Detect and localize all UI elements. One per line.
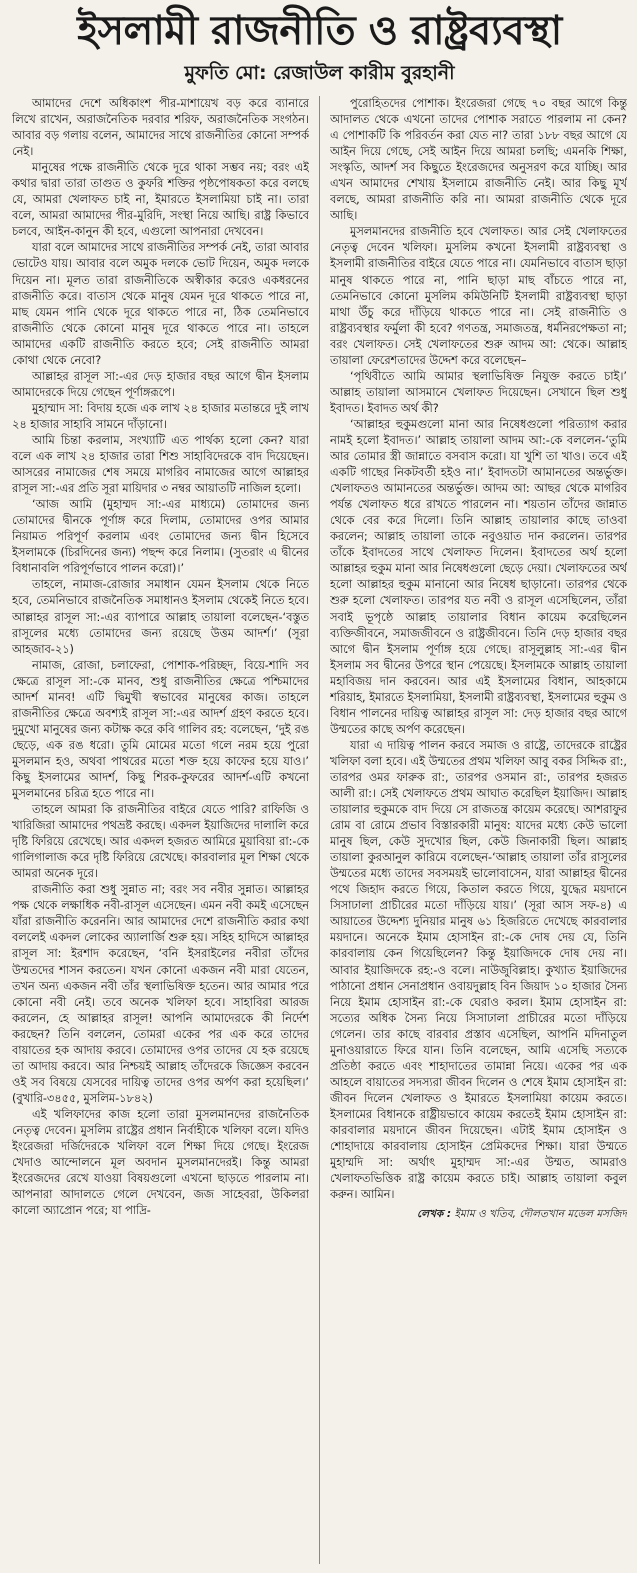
article-title: ইসলামী রাজনীতি ও রাষ্ট্রব্যবস্থা xyxy=(77,7,562,54)
column-divider xyxy=(319,96,320,1564)
paragraph: ‘আজ আমি (মুহাম্মদ সা:-এর মাধ্যমে) তোমাদের জন্য তোমাদের দ্বীনকে পূর্ণাঙ্গ করে দিলাম, তোমাদের ওপর আমার নিয়ামত পরিপূর্ণ করলাম এবং তোমাদের জন্য দ্বীন হিসেবে ইসলামকে (চিরদিনের জন্য) পছন্দ করে নিলাম। (সুতরাং এ দ্বীনের বিধানাবলি পরিপূর্ণভাবে পালন করো)।’ xyxy=(12,498,309,576)
article-body xyxy=(12,96,627,1564)
author-note-text: ইমাম ও খতিব, দৌলতখান মডেল মসজিদ xyxy=(454,1208,627,1221)
paragraph: মুহাম্মাদ সা: বিদায় হজে এক লাখ ২৪ হাজার মতান্তরে দুই লাখ ২৪ হাজার সাহাবি সামনে দাঁড়ানো। xyxy=(12,401,309,431)
paragraph: নামাজ, রোজা, চলাফেরা, পোশাক-পরিচ্ছদ, বিয়ে-শাদি সব ক্ষেত্রে রাসূল সা:-কে মানব, শুধু রাজনীতির ক্ষেত্রে পশ্চিমাদের আদর্শ মানব! এটি দ্বিমুখী স্বভাবের মানুষের কাজ। তাহলে রাজনীতির ক্ষেত্রে অবশ্যই রাসূল সা:-এর আদর্শ গ্রহণ করতে হবে। দুমুখো মানুষের জন্য কটাক্ষ করে কবি গালিব রহ: বলেছেন, ‘দুই রঙ ছেড়ে, এক রঙ ধরো। তুমি মোমের মতো গলে নরম হয়ে পুরো মুসলমান হও, অথবা পাথরের মতো শক্ত হয়ে কাফের হয়ে যাও।’ কিছু ইসলামের আদর্শ, কিছু শিরক-কুফরের আদর্শ-এটি কখনো মুসলমানের চরিত্র হতে পারে না। xyxy=(12,658,309,801)
paragraph: পুরোহিতদের পোশাক। ইংরেজরা গেছে ৭০ বছর আগে কিন্তু আদালত থেকে এখনো তাদের পোশাক সরাতে পারলাম না কেন? এ পোশাকটি কি পরিবর্তন করা যেত না? তারা ১৮৮ বছর আগে যে আইন দিয়ে গেছে, সেই আইন দিয়ে আমরা চলছি; এমনকি শিক্ষা, সংস্কৃতি, আদর্শ সব কিছুতে ইংরেজদের অনুসরণ করে যাচ্ছি। আর এখন আমাদের শেখায় ইসলামে রাজনীতি নেই। আর কিছু মূর্খ বলছে, আমরা রাজনীতি করি না। আমরা রাজনীতি থেকে দূরে আছি। xyxy=(330,97,627,223)
paragraph: রাজনীতি করা শুধু সুন্নাত না; বরং সব নবীর সুন্নাত। আল্লাহর পক্ষ থেকে লক্ষাধিক নবী-রাসূল এসেছেন। এমন নবী কমই এসেছেন যাঁরা রাজনীতি করেননি। আর আমাদের দেশে রাজনীতি করার কথা বললেই একদল লোকের অ্যালার্জি শুরু হয়। সহিহ হাদিসে আল্লাহর রাসূল সা: ইরশাদ করেছেন, ‘বনি ইসরাইলের নবীরা তাঁদের উম্মতদের শাসন করতেন। যখন কোনো একজন নবী মারা যেতেন, তখন অন্য একজন নবী তাঁর স্থলাভিষিক্ত হতেন। আর আমার পরে কোনো নবী নেই। তবে অনেক খলিফা হবে। সাহাবিরা আরজ করলেন, হে আল্লাহর রাসূল! আপনি আমাদেরকে কী নির্দেশ করছেন? তিনি বললেন, তোমরা একের পর এক করে তাদের বায়াতের হক আদায় করবে। তোমাদের ওপর তাদের যে হক রয়েছে তা আদায় করবে। আর নিশ্চয়ই আল্লাহ তাঁদেরকে জিজ্ঞেস করবেন ওই সব বিষয়ে যেসবের দায়িত্ব তাদের ওপর অর্পণ করা হয়েছিল।’ (বুখারি-৩৪৫৫, মুসলিম-১৮৪২) xyxy=(12,883,309,1105)
right-column-text xyxy=(330,96,627,1203)
paragraph: আমাদের দেশে অধিকাংশ পীর-মাশায়েখ বড় করে ব্যানারে লিখে রাখেন, অরাজনৈতিক দরবার শরিফ, অরাজনৈতিক সংগঠন। আবার বড় গলায় বলেন, আমাদের সাথে রাজনীতির কোনো সম্পর্ক নেই। xyxy=(12,97,309,159)
paragraph: যারা বলে আমাদের সাথে রাজনীতির সম্পর্ক নেই, তারা আবার ভোটেও যায়। আবার বলে অমুক দলকে ভোট দিয়েন, অমুক দলকে দিয়েন না। মূলত তারা রাজনীতিকে অস্বীকার করেও একধরনের রাজনীতি করে। বাতাস থেকে মানুষ যেমন দূরে থাকতে পারে না, মাছ যেমন পানি থেকে দূরে থাকতে পারে না, ঠিক তেমনিভাবে রাজনীতি থেকে কোনো মানুষ দূরে থাকতে পারে না। তাহলে আমাদের একটি রাজনীতি করতে হবে; সেই রাজনীতি আমরা কোথা থেকে নেবো? xyxy=(12,241,309,367)
paragraph: আল্লাহর রাসূল সা:-এর দেড় হাজার বছর আগে দ্বীন ইসলাম আমাদেরকে দিয়ে গেছেন পূর্ণাঙ্গরূপে। xyxy=(12,369,309,399)
paragraph: ‘পৃথিবীতে আমি আমার স্থলাভিষিক্ত নিযুক্ত করতে চাই।’ আল্লাহ তায়ালা আসমানে খেলাফত দিয়েছেন। সেখানে ছিল শুধু ইবাদত। ইবাদত অর্থ কী? xyxy=(330,369,627,415)
paragraph: যারা এ দায়িত্ব পালন করবে সমাজ ও রাষ্ট্রে, তাদেরকে রাষ্ট্রের খলিফা বলা হবে। এই উম্মতের প্রথম খলিফা আবু বকর সিদ্দিক রা:, তারপর ওমর ফারুক রা:, তারপর ওসমান রা:, তারপর হজরত আলী রা:। সেই খেলাফতে প্রথম আঘাত করেছিল ইয়াজিদ। আল্লাহ তায়ালার হুকুমকে বাদ দিয়ে সে রাজতন্ত্র কায়েম করেছে। আশরাফুর রোম বা রোমে প্রভাব বিস্তারকারী মানুষ: যাদের মধ্যে কেউ ভালো মানুষ ছিল, কেউ সুদখোর ছিল, কেউ জিনাকারী ছিল। আল্লাহ তায়ালা কুরআনুল কারিমে বলেছেন-‘আল্লাহ তায়ালা তাঁর রাসূলের উম্মতের মধ্যে তাদের সবসময়ই ভালোবাসেন, যারা আল্লাহর দ্বীনের পথে জিহাদ করতে গিয়ে, কিতাল করতে গিয়ে, যুদ্ধের ময়দানে সিসাঢালা প্রাচীরের মতো দাঁড়িয়ে যায়।’ (সূরা আস সফ-৪) এ আয়াতের উদ্দেশ্য দুনিয়ার মানুষ ৬১ হিজরিতে দেখেছে কারবালার ময়দানে। অনেকে ইমাম হোসাইন রা:-কে দোষ দেয় যে, তিনি কারবালায় কেন গিয়েছিলেন? কিন্তু ইয়াজিদকে দোষ দেয় না। আবার ইয়াজিদকে রহ:-ও বলে। নাউজুবিল্লাহ। কুখ্যাত ইয়াজিদের পাঠানো প্রধান সেনাপ্রধান ওবায়দুল্লাহ বিন জিয়াদ ১০ হাজার সৈন্য নিয়ে ইমাম হোসাইন রা:-কে ঘেরাও করল। ইমাম হোসাইন রা: সত্যের অধিক সৈন্য নিয়ে সিসাঢালা প্রাচীরের মতো দাঁড়িয়ে গেলেন। তার কাছে বারবার প্রস্তাব এসেছিল, আপনি মদিনাতুল মুনাওয়ারাতে ফিরে যান। তিনি বলেছেন, আমি এসেছি সত্যকে প্রতিষ্ঠা করতে এবং শাহাদাতের তামান্না নিয়ে। একের পর এক আহলে বায়াতের সদস্যরা জীবন দিলেন ও শেষে ইমাম হোসাইন রা: জীবন দিলেন খেলাফত ও ইমারতে ইসলামিয়া কায়েম করতে। ইসলামের বিধানকে রাষ্ট্রীয়ভাবে কায়েম করতেই ইমাম হোসাইন রা: কারবালার ময়দানে জীবন দিয়েছেন। এটাই ইমাম হোসাইন ও শোহাদায়ে কারবালায় হোসাইন প্রেমিকদের শিক্ষা। যারা উম্মতে মুহাম্মদি সা: অর্থাৎ মুহাম্মদ সা:-এর উম্মত, আমরাও খেলাফতভিত্তিক রাষ্ট্র কায়েম করতে চাই। আল্লাহ তায়ালা কবুল করুন। আমিন। xyxy=(330,738,627,1202)
paragraph: ‘আল্লাহর হুকুমগুলো মানা আর নিষেধগুলো পরিত্যাগ করার নামই হলো ইবাদত।’ আল্লাহ তায়ালা আদম আ:-কে বললেন-‘তুমি আর তোমার স্ত্রী জান্নাতে বসবাস করো। যা খুশি তা খাও। তবে এই একটি গাছের নিকটবর্তী হইও না।’ ইবাদতটা আমানতের অন্তর্ভুক্ত। খেলাফতও আমানতের অন্তর্ভুক্ত। আদম আ: আছর থেকে মাগরিব পর্যন্ত খেলাফত ধরে রাখতে পারলেন না। শয়তান তাঁদের জান্নাত থেকে বের করে দিলো। তিনি আল্লাহ তায়ালার কাছে তাওবা করলেন; আল্লাহ তায়ালা তাকে নবুওয়াত দান করলেন। তারপর তাঁকে ইবাদতের সাথে খেলাফত দিলেন। ইবাদতের অর্থ হলো আল্লাহর হুকুম মানা আর নিষেধগুলো ছেড়ে দেয়া। খেলাফতের অর্থ হলো আল্লাহর হুকুম মানানো আর নিষেধ ছাড়ানো। তারপর থেকে শুরু হলো খেলাফত। তারপর যত নবী ও রাসূল এসেছিলেন, তাঁরা সবাই ভূপৃষ্ঠে আল্লাহ তায়ালার বিধান কায়েম করেছিলেন ব্যক্তিজীবনে, সমাজজীবনে ও রাষ্ট্রজীবনে। তিনি দেড় হাজার বছর আগে দ্বীন ইসলাম পূর্ণাঙ্গ হয়ে গেছে। রাসূলুল্লাহ সা:-এর দ্বীন ইসলাম সব দ্বীনের উপরে স্থান পেয়েছে। ইসলামকে আল্লাহ তায়ালা মহাবিজয় দান করবেন। আর এই ইসলামের বিধান, আহকামে শরিয়াহ, ইমারতে ইসলামিয়া, ইসলামী রাষ্ট্রব্যবস্থা, ইসলামের হুকুম ও বিধান পালনের দায়িত্ব আল্লাহর রাসূল সা: দেড় হাজার বছর আগে উম্মতের কাছে অর্পণ করেছেন। xyxy=(330,417,627,736)
author-note xyxy=(330,1207,627,1222)
paragraph: আমি চিন্তা করলাম, সংখ্যাটি এত পার্থক্য হলো কেন? যারা বলে এক লাখ ২৪ হাজার তারা শিশু সাহাবিদেরকে বাদ দিয়েছেন। আসরের নামাজের শেষ সময়ে মাগরিব নামাজের আগে আল্লাহর রাসূল সা:-এর প্রতি সূরা মায়িদার ৩ নম্বর আয়াতটি নাজিল হলো। xyxy=(12,433,309,496)
right-column xyxy=(330,96,627,1564)
paragraph: তাহলে আমরা কি রাজনীতির বাইরে যেতে পারি? রাফিজি ও খারিজিরা আমাদের পথভ্রষ্ট করছে। একদল ইয়াজিদের দালালি করে দৃষ্টি ফিরিয়ে রেখেছে। আর একদল হজরত আমিরে মুয়াবিয়া রা:-কে গালিগালাজ করে দৃষ্টি ফিরিয়ে রেখেছে। কারবালার মূল শিক্ষা থেকে আমরা অনেক দূরে। xyxy=(12,803,309,881)
paragraph: মুসলমানদের রাজনীতি হবে খেলাফত। আর সেই খেলাফতের নেতৃত্ব দেবেন খলিফা। মুসলিম কখনো ইসলামী রাষ্ট্রব্যবস্থা ও ইসলামী রাজনীতির বাইরে যেতে পারে না। যেমনিভাবে বাতাস ছাড়া মানুষ থাকতে পারে না, পানি ছাড়া মাছ বাঁচতে পারে না, তেমনিভাবে কোনো মুসলিম কমিউনিটি ইসলামী রাষ্ট্রব্যবস্থা ছাড়া মাথা উঁচু করে দাঁড়িয়ে থাকতে পারে না। সেই রাজনীতি ও রাষ্ট্রব্যবস্থার ফর্মুলা কী হবে? গণতন্ত্র, সমাজতন্ত্র, ধর্মনিরপেক্ষতা না; বরং খেলাফত। সেই খেলাফতের শুরু আদম আ: থেকে। আল্লাহ তায়ালা ফেরেশতাদের উদ্দেশ করে বলেছেন– xyxy=(330,225,627,367)
left-column xyxy=(12,96,309,1564)
paragraph: এই খলিফাদের কাজ হলো তারা মুসলমানদের রাজনৈতিক নেতৃত্ব দেবেন। মুসলিম রাষ্ট্রের প্রধান নির্বাহীকে খলিফা বলে। যদিও ইংরেজরা দর্জিদেরকে খলিফা বলে শিক্ষা দিয়ে গেছে। ইংরেজ খেদাও আন্দোলনে মূল অবদান মুসলমানদেরই। কিন্তু আমরা ইংরেজদের রেখে যাওয়া বিষয়গুলো এখনো ছাড়তে পারলাম না। আপনারা আদালতে গেলে দেখবেন, জজ সাহেবরা, উকিলরা কালো অ্যাপ্রোন পরে; যা পাদ্রি- xyxy=(12,1107,309,1218)
article-author: মুফতি মো: রেজাউল কারীম বুরহানী xyxy=(184,62,455,84)
paragraph: মানুষের পক্ষে রাজনীতি থেকে দূরে থাকা সম্ভব নয়; বরং এই কথার দ্বারা তারা তাগুত ও কুফরি শক্তির পৃষ্ঠপোষকতা করে বলছে যে, আমরা খেলাফত চাই না, ইমারতে ইসলামিয়া চাই না। তারা বলে, আমরা আমাদের পীর-মুরিদি, সংস্থা নিয়ে আছি। রাষ্ট্র কিভাবে চলবে, আইন-কানুন কী হবে, এগুলো আপনারা দেখবেন। xyxy=(12,161,309,239)
author-note-label: লেখক : xyxy=(416,1208,452,1221)
paragraph: তাহলে, নামাজ-রোজার সমাধান যেমন ইসলাম থেকে নিতে হবে, তেমনিভাবে রাজনৈতিক সমাধানও ইসলাম থেকেই নিতে হবে। আল্লাহর রাসূল সা:-এর ব্যাপারে আল্লাহ তায়ালা বলেছেন-‘বস্তুত রাসূলের মধ্যে তোমাদের জন্য রয়েছে উত্তম আদর্শ।’ (সূরা আহজাব-২১) xyxy=(12,578,309,656)
